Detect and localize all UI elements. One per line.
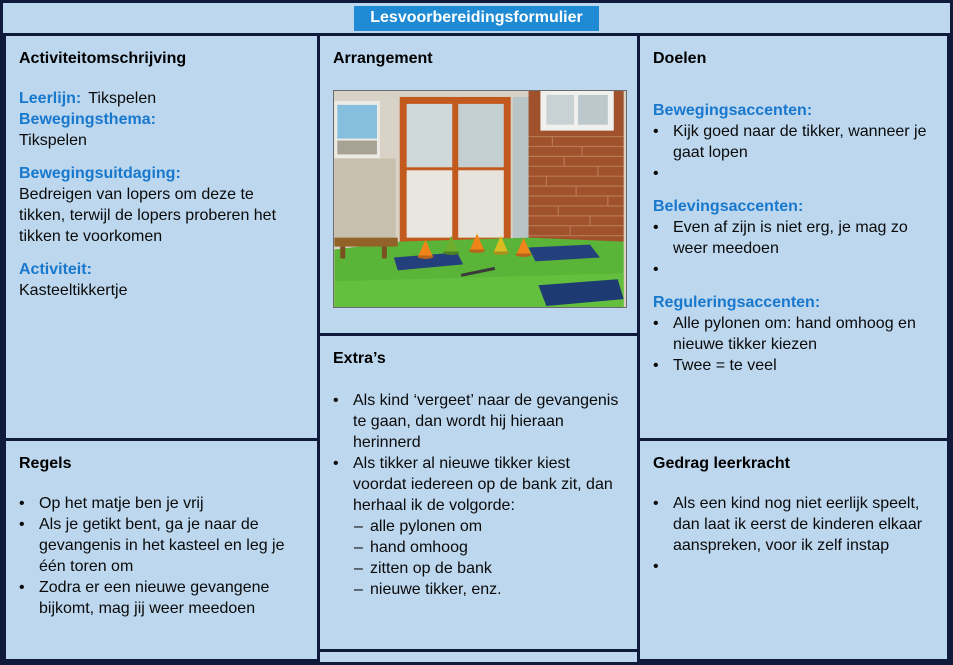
line-text: Twee = te veel	[673, 357, 777, 374]
form-title-bar	[3, 3, 950, 36]
bullet-marker: •	[653, 558, 659, 575]
text-line	[653, 313, 934, 355]
section-arrangement	[317, 33, 640, 336]
arrangement-header: Arrangement	[333, 50, 433, 67]
text-line	[653, 493, 934, 556]
section-extras	[317, 333, 640, 652]
bullet-marker: –	[354, 581, 363, 598]
text-line	[333, 453, 624, 516]
bullet-marker: –	[354, 539, 363, 556]
line-text	[156, 109, 304, 130]
text-line	[653, 259, 934, 280]
line-text	[820, 292, 934, 313]
field-label: Belevingsaccenten:	[653, 198, 804, 215]
bullet-marker: •	[653, 219, 659, 236]
line-text	[803, 196, 934, 217]
line-text	[181, 163, 304, 184]
line-text: alle pylonen om	[370, 518, 483, 535]
line-text	[673, 556, 934, 577]
line-text: Op het matje ben je vrij	[39, 495, 204, 512]
bullet-marker: •	[653, 357, 659, 374]
text-line	[333, 579, 624, 600]
bullet-marker: •	[653, 261, 659, 278]
text-line	[333, 558, 624, 579]
gedrag-header: Gedrag leerkracht	[653, 455, 790, 472]
text-line	[653, 88, 934, 100]
text-line	[19, 514, 304, 577]
brick-wall	[529, 91, 624, 242]
line-text: Alle pylonen om: hand omhoog en nieuwe tikker kiezen	[673, 315, 916, 353]
line-text: Als tikker al nieuwe tikker kiest voordat iedereen op de bank zit, dan herhaal ik de volgorde:	[353, 455, 613, 514]
line-text: Tikspelen	[88, 90, 157, 107]
text-line	[333, 537, 624, 558]
activiteit-header: Activiteitomschrijving	[19, 50, 187, 67]
field-label: Bewegingsaccenten:	[653, 102, 813, 119]
bullet-marker: •	[653, 315, 659, 332]
bullet-marker: –	[354, 560, 363, 577]
text-line	[19, 247, 304, 259]
text-line	[19, 151, 304, 163]
text-line	[653, 217, 934, 259]
regels-header: Regels	[19, 455, 72, 472]
text-line	[653, 100, 934, 121]
field-label: Bewegingsthema:	[19, 111, 156, 128]
doelen-lines	[653, 88, 934, 376]
text-line	[19, 493, 304, 514]
doelen-header: Doelen	[653, 50, 707, 67]
line-text	[812, 100, 934, 121]
text-line	[19, 280, 304, 301]
bullet-marker: •	[333, 455, 339, 472]
side-window	[513, 97, 529, 240]
line-text: nieuwe tikker, enz.	[370, 581, 502, 598]
section-regels	[3, 438, 320, 662]
text-line	[653, 556, 934, 577]
extras-header: Extra’s	[333, 350, 386, 367]
line-text: Even af zijn is niet erg, je mag zo weer meedoen	[673, 219, 908, 257]
text-line	[653, 196, 934, 217]
text-line	[19, 163, 304, 184]
section-doelen	[637, 33, 950, 441]
regels-lines	[19, 493, 304, 619]
text-line	[653, 163, 934, 184]
gedrag-lines	[653, 493, 934, 577]
line-text	[92, 259, 304, 280]
line-text	[673, 163, 934, 184]
line-text: Als kind ‘vergeet’ naar de gevangenis te gaan, dan wordt hij hieraan herinnerd	[353, 392, 619, 451]
line-text: zitten op de bank	[370, 560, 492, 577]
field-label: Activiteit:	[19, 261, 92, 278]
bullet-marker: •	[19, 516, 25, 533]
text-line	[653, 280, 934, 292]
text-line	[333, 390, 624, 453]
extras-lines	[333, 390, 624, 600]
line-text: hand omhoog	[370, 539, 468, 556]
line-text: Als je getikt bent, ga je naar de gevangenis in het kasteel en leg je één toren om	[39, 516, 285, 575]
section-activiteitomschrijving	[3, 33, 320, 441]
bullet-marker: –	[354, 518, 363, 535]
field-label: Leerlijn:	[19, 90, 82, 107]
bullet-marker: •	[653, 495, 659, 512]
line-text: Tikspelen	[19, 132, 87, 149]
left-window-sky	[337, 105, 377, 139]
field-label: Bewegingsuitdaging:	[19, 165, 181, 182]
text-line	[19, 130, 304, 151]
bullet-marker: •	[653, 123, 659, 140]
line-text	[673, 259, 934, 280]
arrangement-photo	[333, 90, 627, 308]
line-text: Zodra er een nieuwe gevangene bijkomt, mag jij weer meedoen	[39, 579, 270, 617]
text-line	[653, 121, 934, 163]
section-gedrag-leerkracht	[637, 438, 950, 662]
text-line	[19, 88, 304, 109]
left-wall	[334, 158, 395, 245]
line-text: Kasteeltikkertje	[19, 282, 128, 299]
activiteit-lines	[19, 88, 304, 301]
gym-photo-illustration	[334, 91, 624, 307]
text-line	[19, 184, 304, 247]
text-line	[19, 259, 304, 280]
bullet-marker: •	[653, 165, 659, 182]
form-title: Lesvoorbereidingsformulier	[354, 6, 599, 31]
text-line	[653, 184, 934, 196]
text-line	[653, 355, 934, 376]
text-line	[333, 516, 624, 537]
line-text: Kijk goed naar de tikker, wanneer je gaat lopen	[673, 123, 927, 161]
field-label: Reguleringsaccenten:	[653, 294, 821, 311]
orange-doors	[400, 97, 511, 246]
text-line	[19, 577, 304, 619]
bullet-marker: •	[19, 579, 25, 596]
text-line	[19, 109, 304, 130]
text-line	[653, 292, 934, 313]
line-text: Bedreigen van lopers om deze te tikken, terwijl de lopers proberen het tikken te voorkomen	[19, 186, 277, 245]
bullet-marker: •	[19, 495, 25, 512]
line-text: Als een kind nog niet eerlijk speelt, dan laat ik eerst de kinderen elkaar aanspreken, voor ik zelf instap	[673, 495, 923, 554]
bullet-marker: •	[333, 392, 339, 409]
